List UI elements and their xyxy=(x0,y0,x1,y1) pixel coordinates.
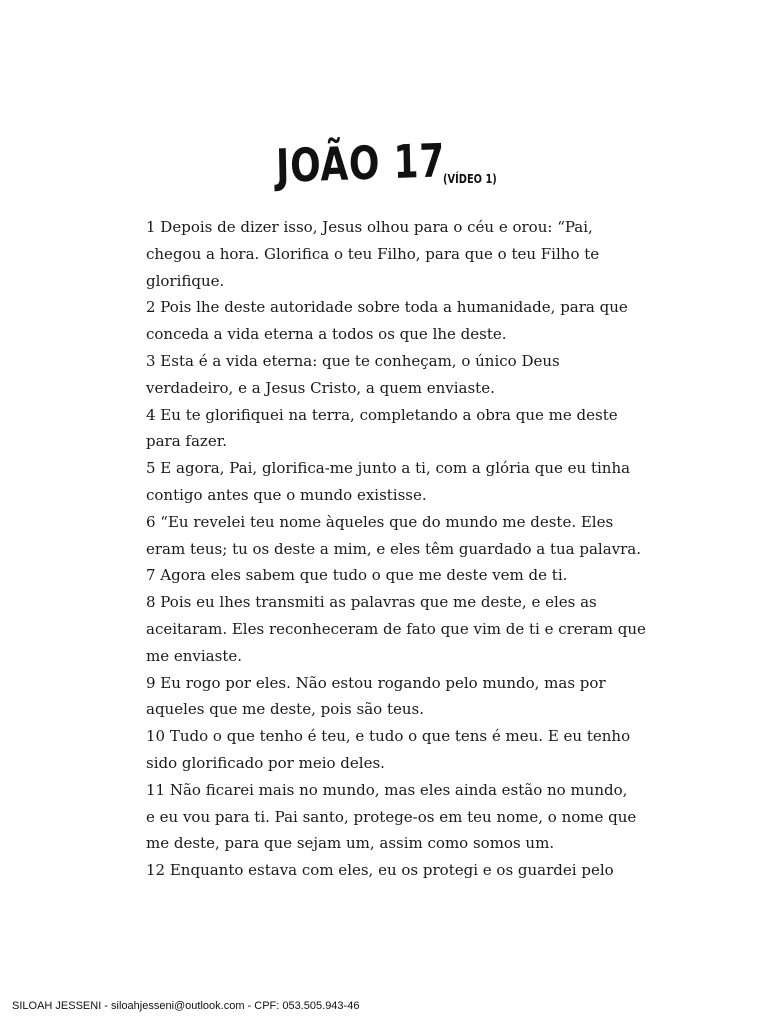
text-line: contigo antes que o mundo existisse. xyxy=(146,485,427,504)
text-line: 7 Agora eles sabem que tudo o que me deste vem de ti. xyxy=(146,566,568,585)
text-line: 9 Eu rogo por eles. Não estou rogando pelo mundo, mas por xyxy=(146,673,606,692)
text-line: chegou a hora. Glorifica o teu Filho, para que o teu Filho te xyxy=(146,244,600,263)
verse-text-block xyxy=(146,214,646,884)
page-title: JOÃO 17 xyxy=(275,133,446,193)
text-line: me enviaste. xyxy=(146,646,242,665)
text-line: conceda a vida eterna a todos os que lhe deste. xyxy=(146,325,507,344)
text-line: 6 “Eu revelei teu nome àqueles que do mundo me deste. Eles xyxy=(146,512,614,531)
text-line: verdadeiro, e a Jesus Cristo, a quem enviaste. xyxy=(146,378,495,397)
text-line: 10 Tudo o que tenho é teu, e tudo o que tens é meu. E eu tenho xyxy=(146,727,631,746)
text-line: me deste, para que sejam um, assim como somos um. xyxy=(146,834,555,853)
text-line: 11 Não ficarei mais no mundo, mas eles ainda estão no mundo, xyxy=(146,780,628,799)
text-line: sido glorificado por meio deles. xyxy=(146,753,385,772)
page-subtitle: (VÍDEO 1) xyxy=(443,172,497,186)
text-line: para fazer. xyxy=(146,432,227,451)
text-line: eram teus; tu os deste a mim, e eles têm guardado a tua palavra. xyxy=(146,539,641,558)
text-line: e eu vou para ti. Pai santo, protege-os em teu nome, o nome que xyxy=(146,807,637,826)
text-line: aqueles que me deste, pois são teus. xyxy=(146,700,424,719)
text-line: 5 E agora, Pai, glorifica-me junto a ti, com a glória que eu tinha xyxy=(146,459,631,478)
text-line: 1 Depois de dizer isso, Jesus olhou para o céu e orou: “Pai, xyxy=(146,218,593,236)
text-line: 8 Pois eu lhes transmiti as palavras que me deste, e eles as xyxy=(146,593,597,612)
text-line: 3 Esta é a vida eterna: que te conheçam, o único Deus xyxy=(146,351,560,370)
text-line: 4 Eu te glorifiquei na terra, completando a obra que me deste xyxy=(146,405,618,424)
text-line: aceitaram. Eles reconheceram de fato que vim de ti e creram que xyxy=(146,619,646,638)
text-line: 12 Enquanto estava com eles, eu os protegi e os guardei pelo xyxy=(146,861,614,880)
text-line: 2 Pois lhe deste autoridade sobre toda a humanidade, para que xyxy=(146,298,628,317)
text-line: glorifique. xyxy=(146,271,225,290)
footer-watermark: SILOAH JESSENI - siloahjesseni@outlook.com - CPF: 053.505.943-46 xyxy=(12,1000,360,1012)
